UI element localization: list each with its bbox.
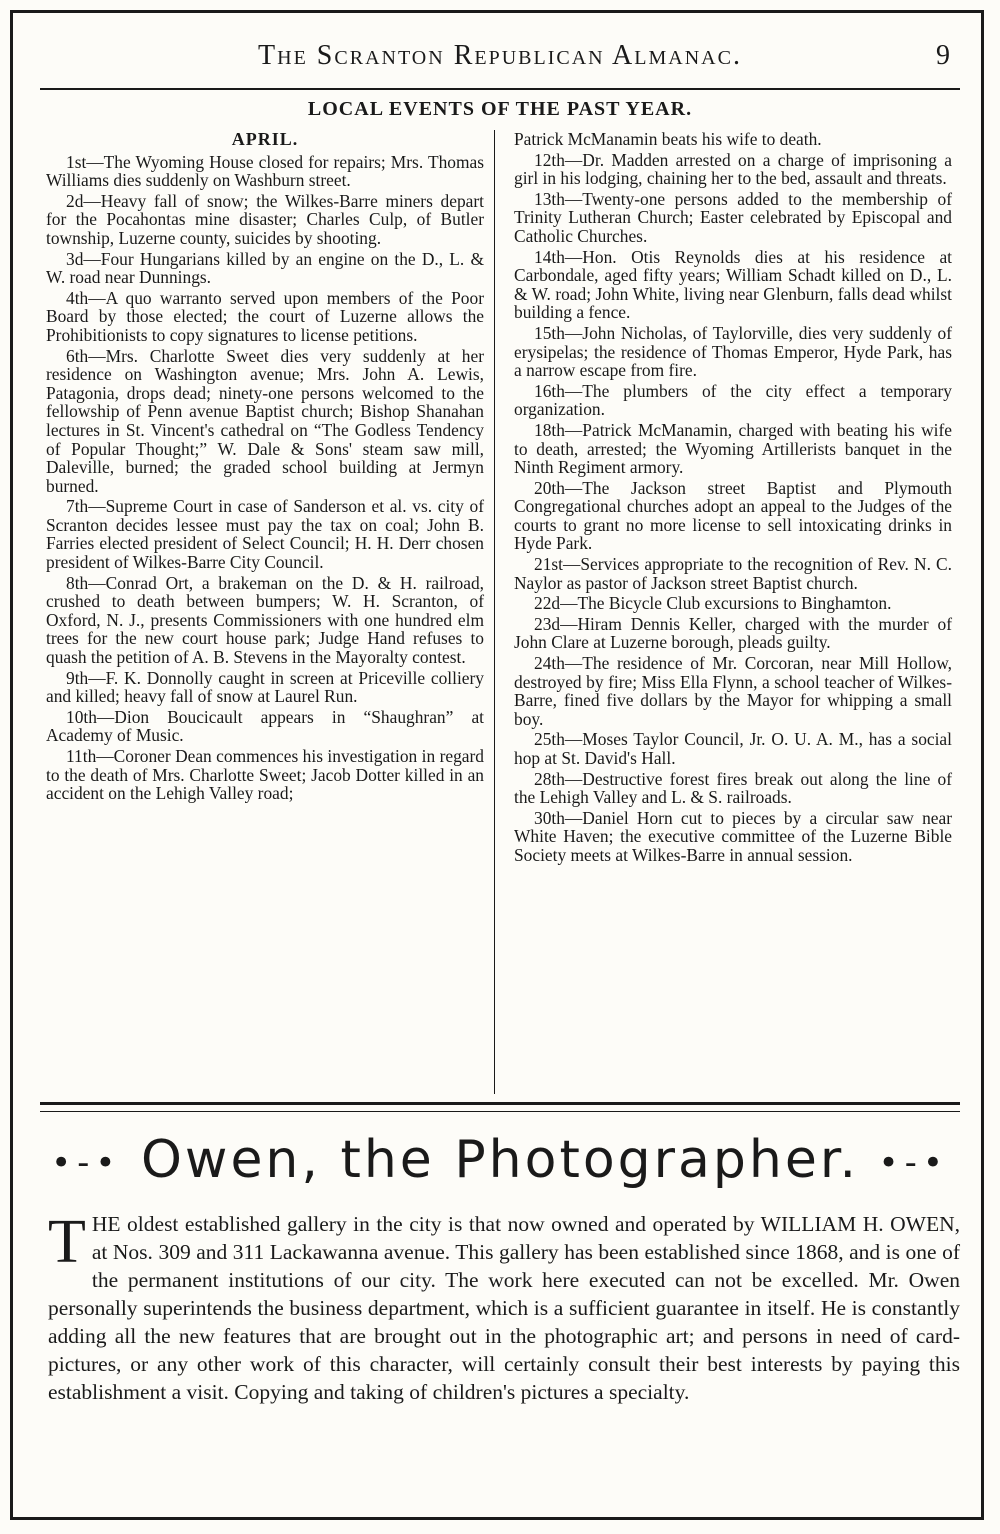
event-entry: 12th—Dr. Madden arrested on a charge of imprisoning a girl in his lodging, chaining her to the bed, assault and threats. — [514, 149, 952, 189]
event-entry: 28th—Destructive forest fires break out along the line of the Lehigh Valley and L. & S. railroads. — [514, 768, 952, 808]
event-entry: 24th—The residence of Mr. Corcoran, near Mill Hollow, destroyed by fire; Miss Ella Flynn, a school teacher of Wilkes-Barre, fined five dollars by the Mayor for whipping a small boy. — [514, 653, 952, 729]
month-heading: APRIL. — [231, 129, 299, 149]
event-entry: 6th—Mrs. Charlotte Sweet dies very suddenly at her residence on Washington avenue; Mrs. John A. Lewis, Patagonia, drops dead; ninety-one persons welcomed to the fellowship of Penn avenue Baptist church; Bishop Shanahan lectures in St. Vincent's cathedral on “The Godless Tendency of Popular Thought;” W. Dale & Sons' steam saw mill, Daleville, burned; the graded school building at Jermyn burned. — [46, 345, 484, 496]
advertisement-heading: Owen, the Photographer. — [140, 1130, 859, 1190]
advertisement-text: HE oldest established gallery in the city is that now owned and operated by WILLIAM H. OWEN, at Nos. 309 and 311 Lackawanna avenue. This gallery has been established since 1868, and is one of the permanent institutions of our city. The work here executed can not be excelled. Mr. Owen personally superintends the business department, which is a sufficient guarantee in itself. He is constantly adding all the new features that are brought out in the photographic art; and persons in need of card-pictures, or any other work of this character, will certainly consult their best interests by paying this establishment a visit. Copying and taking of children's pictures a specialty. — [48, 1212, 960, 1404]
event-entry: 23d—Hiram Dennis Keller, charged with the murder of John Clare at Luzerne borough, pleads guilty. — [514, 613, 952, 653]
event-entry: 16th—The plumbers of the city effect a temporary organization. — [514, 380, 952, 420]
event-entry: 21st—Services appropriate to the recognition of Rev. N. C. Naylor as pastor of Jackson street Baptist church. — [514, 554, 952, 593]
advertisement-body — [48, 1210, 960, 1406]
continuation-text: Patrick McManamin beats his wife to death. — [514, 129, 822, 149]
publication-title: The Scranton Republican Almanac. — [258, 40, 742, 71]
ornament-right: •-• — [878, 1143, 949, 1183]
section-divider — [40, 1102, 960, 1112]
page-number: 9 — [936, 40, 950, 71]
section-title: LOCAL EVENTS OF THE PAST YEAR. — [307, 98, 693, 120]
header-rule — [40, 88, 960, 90]
event-entry: 15th—John Nicholas, of Taylorville, dies very suddenly of erysipelas; the residence of Thomas Emperor, Hyde Park, has a narrow escape from fire. — [514, 322, 952, 381]
event-entry: 18th—Patrick McManamin, charged with beating his wife to death, arrested; the Wyoming Artillerists banquet in the Ninth Regiment armory. — [514, 419, 952, 478]
event-entry: 10th—Dion Boucicault appears in “Shaughran” at Academy of Music. — [46, 706, 484, 746]
event-entry: 22d—The Bicycle Club excursions to Binghamton. — [534, 593, 892, 614]
left-column — [46, 130, 484, 805]
event-entry: 20th—The Jackson street Baptist and Plymouth Congregational churches adopt an appeal to the Judges of the courts to grant no more license to sell intoxicating drinks in Hyde Park. — [514, 477, 952, 554]
event-entry: 1st—The Wyoming House closed for repairs; Mrs. Thomas Williams dies suddenly on Washburn street. — [46, 151, 484, 191]
ornament-left: •-• — [51, 1143, 122, 1183]
event-entry: 14th—Hon. Otis Reynolds dies at his residence at Carbondale, aged fifty years; William Schadt killed on D., L. & W. road; John White, living near Glenburn, falls dead whilst building a fence. — [514, 246, 952, 323]
event-entry: 7th—Supreme Court in case of Sanderson et al. vs. city of Scranton decides lessee must pay the tax on coal; John B. Farries elected president of Select Council; H. H. Derr chosen president of Wilkes-Barre City Council. — [46, 496, 484, 573]
right-column — [514, 130, 952, 867]
event-entry: 8th—Conrad Ort, a brakeman on the D. & H. railroad, crushed to death between bumpers; W. H. Scranton, of Oxford, N. J., presents Commissioners with one hundred elm trees for the new court house park; Judge Hand refuses to quash the petition of A. B. Stevens in the Mayoralty contest. — [46, 572, 484, 668]
event-entry: 3d—Four Hungarians killed by an engine on the D., L. & W. road near Dunnings. — [46, 248, 484, 288]
running-header — [40, 40, 960, 80]
event-entry: 13th—Twenty-one persons added to the membership of Trinity Lutheran Church; Easter celebrated by Episcopal and Catholic Churches. — [514, 188, 952, 246]
column-divider — [494, 130, 495, 1094]
event-entry: 9th—F. K. Donnolly caught in screen at Priceville colliery and killed; heavy fall of snow at Laurel Run. — [46, 667, 484, 707]
event-entry: 30th—Daniel Horn cut to pieces by a circular saw near White Haven; the executive committee of the Luzerne Bible Society meets at Wilkes-Barre in annual session. — [514, 807, 952, 865]
event-entry: 11th—Coroner Dean commences his investigation in regard to the death of Mrs. Charlotte Sweet; Jacob Dotter killed in an accident on the Lehigh Valley road; — [46, 746, 484, 804]
drop-cap: T — [48, 1208, 86, 1276]
event-entry: 2d—Heavy fall of snow; the Wilkes-Barre miners depart for the Pocahontas mine disaster; Charles Culp, of Butler township, Luzerne county, suicides by shooting. — [46, 190, 484, 248]
advertisement-title — [40, 1130, 960, 1190]
event-entry: 4th—A quo warranto served upon members of the Poor Board by those elected; the court of Luzerne allows the Prohibitionists to copy signatures to license petitions. — [46, 287, 484, 345]
event-entry: 25th—Moses Taylor Council, Jr. O. U. A. M., has a social hop at St. David's Hall. — [514, 729, 952, 768]
